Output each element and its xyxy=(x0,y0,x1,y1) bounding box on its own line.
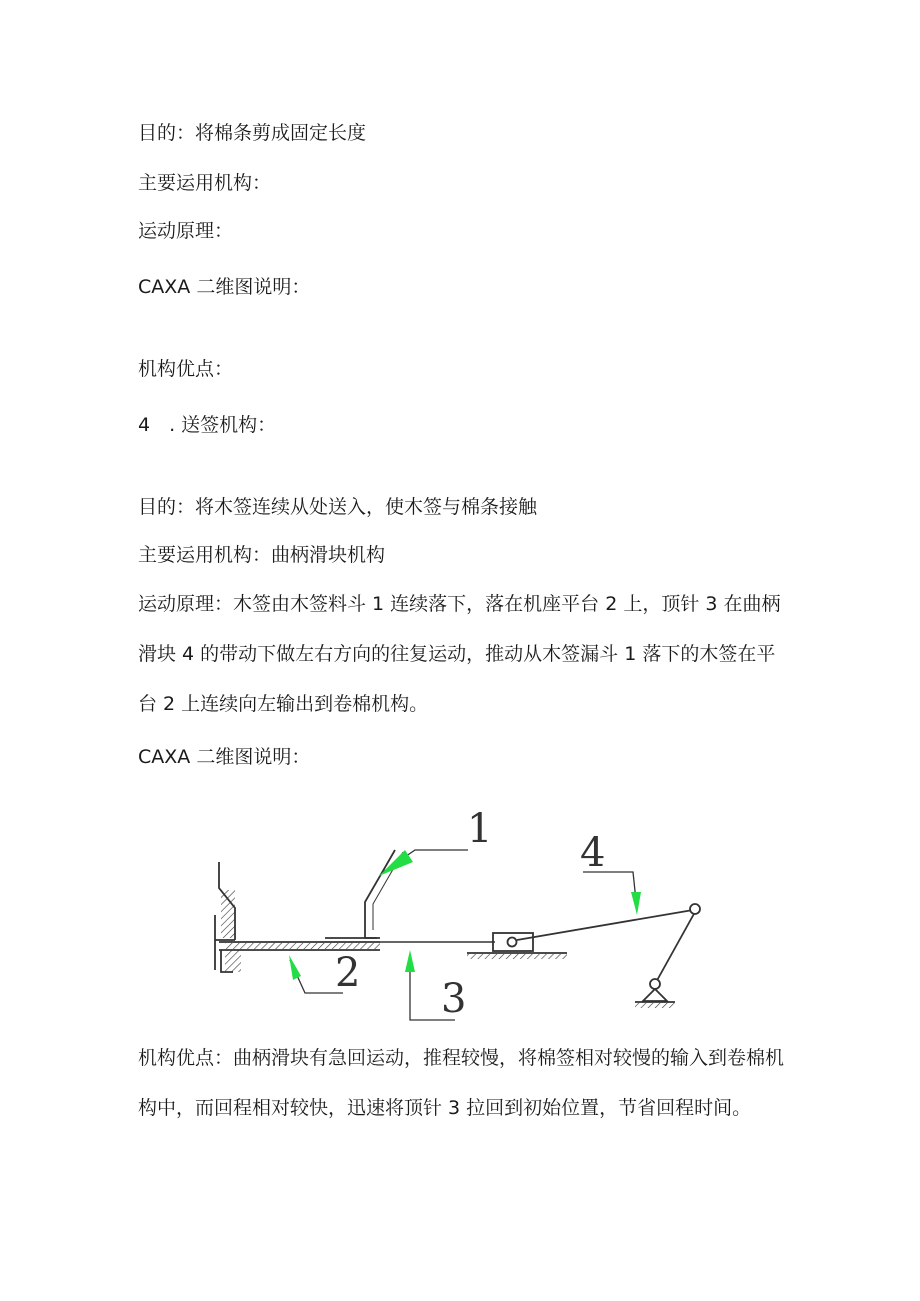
s4-advantages: 机构优点：曲柄滑块有急回运动，推程较慢，将棉签相对较慢的输入到卷棉机构中，而回程相对较快，迅速将顶针 3 拉回到初始位置，节省回程时间。 xyxy=(138,1047,785,1119)
s3-advantages: 机构优点： xyxy=(138,358,234,380)
s3-purpose: 目的：将棉条剪成固定长度 xyxy=(138,122,367,144)
s3-caxa: CAXA 二维图说明： xyxy=(138,276,311,298)
crank-pivot xyxy=(650,979,660,989)
slider-pin xyxy=(508,938,517,947)
s3-mechanism: 主要运用机构： xyxy=(138,172,272,194)
label-2: 2 xyxy=(335,950,361,996)
mechanism-diagram xyxy=(205,800,725,1030)
connecting-rod xyxy=(517,910,693,940)
s4-purpose: 目的：将木签连续从处送入，使木签与棉条接触 xyxy=(138,496,538,518)
s4-caxa: CAXA 二维图说明： xyxy=(138,746,311,768)
s4-mechanism: 主要运用机构：曲柄滑块机构 xyxy=(138,544,386,566)
s4-heading: 4 . 送签机构： xyxy=(138,414,277,436)
label-4: 4 xyxy=(580,830,606,876)
crank xyxy=(655,912,695,984)
label-3: 3 xyxy=(441,976,467,1022)
s4-principle: 运动原理：木签由木签料斗 1 连续落下，落在机座平台 2 上，顶针 3 在曲柄滑块 4 的带动下做左右方向的往复运动，推动从木签漏斗 1 落下的木签在平台 2 上连续向左输出到卷棉机构。 xyxy=(138,593,781,715)
s3-principle: 运动原理： xyxy=(138,220,234,242)
crank-end-pin xyxy=(690,904,700,914)
feed-hopper xyxy=(365,850,395,938)
label-1: 1 xyxy=(467,806,493,852)
